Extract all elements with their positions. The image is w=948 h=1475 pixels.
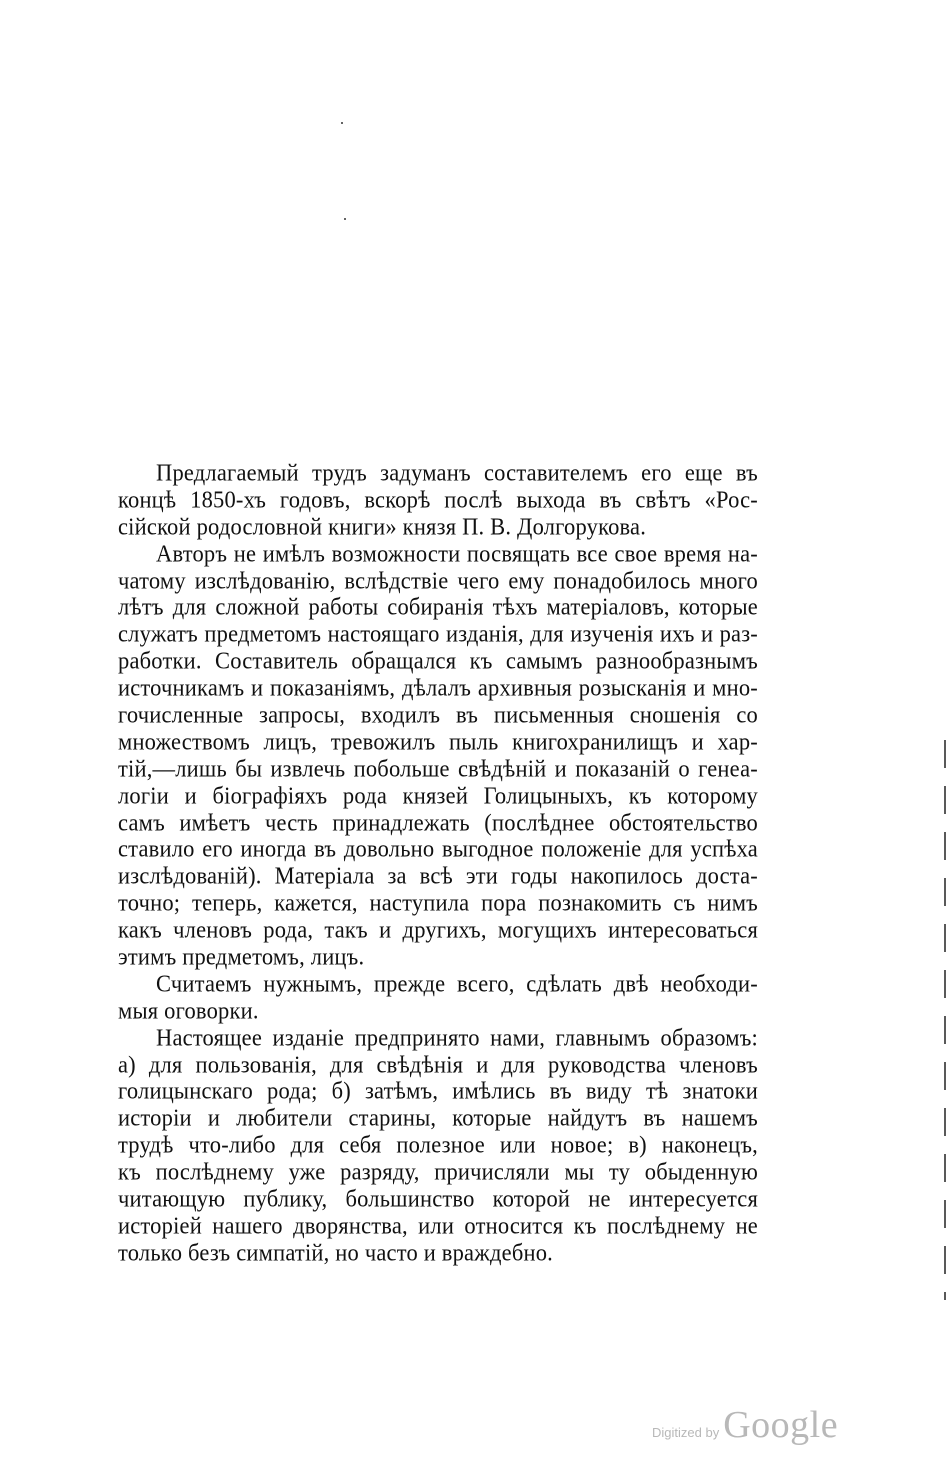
- text-line: къ послѣднему уже разряду, причисляли мы ту обыденную: [118, 1158, 758, 1186]
- text-line: сійской родословной книги» князя П. В. Долгорукова.: [118, 512, 647, 540]
- text-line: концѣ 1850-хъ годовъ, вскорѣ послѣ выхода въ свѣтъ «Рос-: [118, 485, 758, 513]
- text-line: Настоящее изданіе предпринято нами, главнымъ образомъ:: [156, 1023, 758, 1051]
- text-line: Считаемъ нужнымъ, прежде всего, сдѣлать двѣ необходи-: [156, 969, 758, 997]
- paragraph-2: [118, 541, 758, 971]
- text-line: точно; теперь, кажется, наступила пора познакомить съ нимъ: [118, 889, 758, 917]
- text-line: источникамъ и показаніямъ, дѣлалъ архивныя розысканія и мно-: [118, 674, 758, 702]
- text-line: лѣтъ для сложной работы собиранія тѣхъ матеріаловъ, которые: [118, 593, 758, 621]
- text-line: самъ имѣетъ честь принадлежать (послѣднее обстоятельство: [118, 808, 758, 836]
- text-line: изслѣдованій). Матеріала за всѣ эти годы накопилось доста-: [118, 862, 758, 890]
- text-line: только безъ симпатій, но часто и враждебно.: [118, 1238, 553, 1266]
- scan-speck: [344, 218, 346, 220]
- text-line: ставило его иногда въ довольно выгодное положеніе для успѣха: [118, 835, 758, 863]
- text-line: трудѣ что-либо для себя полезное или новое; в) наконецъ,: [118, 1131, 758, 1159]
- page-edge-artifact: [944, 740, 946, 1300]
- watermark-prefix: Digitized by: [652, 1425, 720, 1440]
- text-line: логіи и біографіяхъ рода князей Голицыныхъ, къ которому: [118, 781, 758, 809]
- text-line: гочисленные запросы, входилъ въ письменныя сношенія со: [118, 700, 758, 728]
- text-line: голицынскаго рода; б) затѣмъ, имѣлись въ виду тѣ знатоки: [118, 1077, 758, 1105]
- paragraph-4: [118, 1025, 758, 1267]
- text-line: тій,—лишь бы извлечь побольше свѣдѣній и показаній о генеа-: [118, 754, 758, 782]
- paragraph-3: [118, 971, 758, 1025]
- text-line: Предлагаемый трудъ задуманъ составителемъ его еще въ: [156, 458, 758, 486]
- text-line: исторіи и любители старины, которые найдутъ въ нашемъ: [118, 1104, 758, 1132]
- text-line: этимъ предметомъ, лицъ.: [118, 942, 365, 970]
- watermark-brand: Google: [723, 1404, 839, 1446]
- text-line: множествомъ лицъ, тревожилъ пыль книгохранилищъ и хар-: [118, 727, 758, 755]
- text-line: мыя оговорки.: [118, 996, 259, 1024]
- text-line: Авторъ не имѣлъ возможности посвящать все свое время на-: [156, 539, 758, 567]
- text-line: чатому изслѣдованію, вслѣдствіе чего ему понадобилось много: [118, 566, 758, 594]
- scan-speck: [341, 122, 343, 124]
- paragraph-1: [118, 460, 758, 541]
- digitization-watermark: [652, 1403, 852, 1453]
- text-line: какъ членовъ рода, такъ и другихъ, могущихъ интересоваться: [118, 916, 758, 944]
- text-line: а) для пользованія, для свѣдѣнія и для руководства членовъ: [118, 1050, 758, 1078]
- text-line: исторіей нашего дворянства, или относится къ послѣднему не: [118, 1211, 758, 1239]
- text-line: читающую публику, большинство которой не интересуется: [118, 1184, 758, 1212]
- body-text: [118, 460, 758, 1267]
- text-line: работки. Составитель обращался къ самымъ разнообразнымъ: [118, 647, 758, 675]
- text-line: служатъ предметомъ настоящаго изданія, для изученія ихъ и раз-: [118, 620, 758, 648]
